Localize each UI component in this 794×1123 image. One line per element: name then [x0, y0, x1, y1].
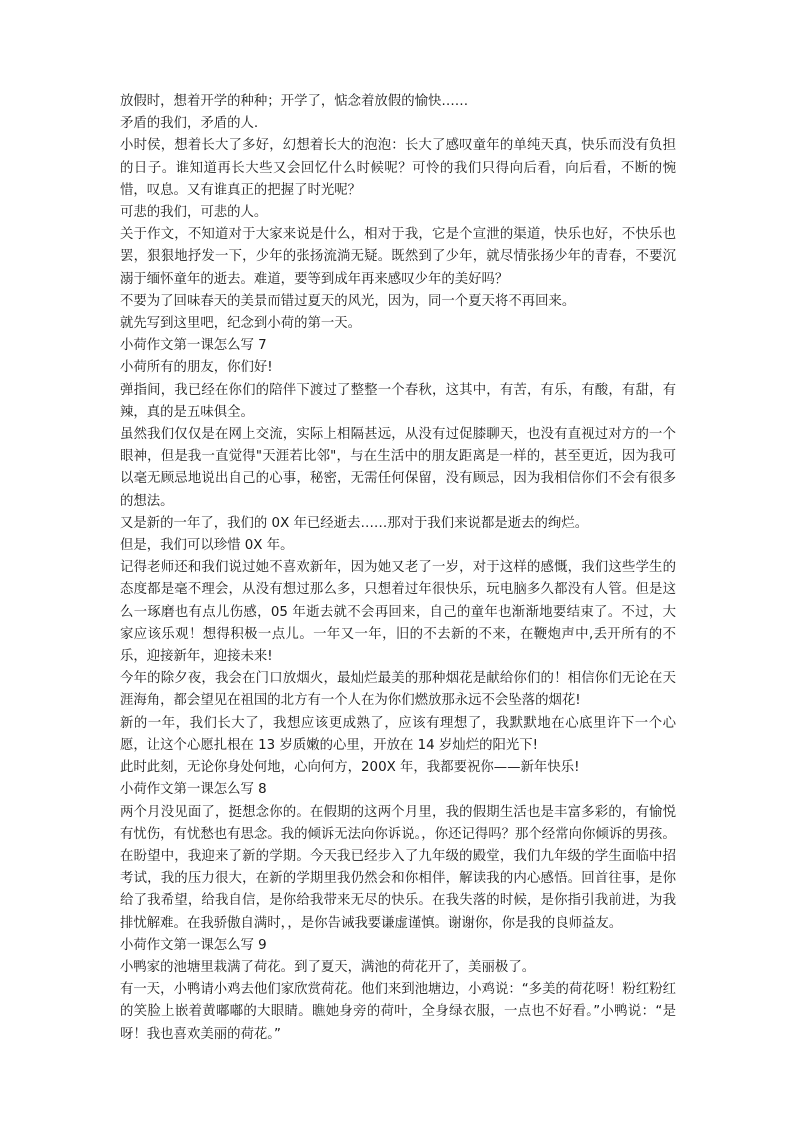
paragraph: 关于作文，不知道对于大家来说是什么，相对于我，它是个宣泄的渠道，快乐也好，不快乐也罢，狠狠地抒发一下，少年的张扬流淌无疑。既然到了少年，就尽情张扬少年的青春，不要沉溺于缅怀童年的逝去。难道，要等到成年再来感叹少年的美好吗？ — [120, 227, 676, 287]
paragraph: 不要为了回味春天的美景而错过夏天的风光，因为，同一个夏天将不再回来。 — [120, 293, 576, 309]
section-heading: 小荷作文第一课怎么写 7 — [120, 338, 267, 354]
paragraph: 有一天，小鸭请小鸡去他们家欣赏荷花。他们来到池塘边，小鸡说：“多美的荷花呀！粉红粉红的笑脸上嵌着黄嘟嘟的大眼睛。瞧她身旁的荷叶，全身绿衣服，一点也不好看。”小鸭说：“是呀！我也喜欢美丽的荷花。” — [120, 982, 676, 1042]
paragraph: 两个月没见面了，挺想念你的。在假期的这两个月里，我的假期生活也是丰富多彩的，有愉悦有忧伤，有忧愁也有思念。我的倾诉无法向你诉说。，你还记得吗？那个经常向你倾诉的男孩。 — [120, 804, 676, 842]
paragraph: 又是新的一年了，我们的 0X 年已经逝去……那对于我们来说都是逝去的绚烂。 — [120, 515, 589, 531]
paragraph: 但是，我们可以珍惜 0X 年。 — [120, 538, 294, 554]
paragraph: 放假时，想着开学的种种；开学了，惦念着放假的愉快…… — [120, 94, 469, 109]
section-heading: 小荷作文第一课怎么写 9 — [120, 937, 267, 953]
paragraph: 此时此刻，无论你身处何地，心向何方，200X 年，我都要祝你——新年快乐! — [120, 760, 580, 776]
paragraph: 就先写到这里吧，纪念到小荷的第一天。 — [120, 316, 362, 332]
paragraph: 小时侯，想着长大了多好，幻想着长大的泡泡：长大了感叹童年的单纯天真，快乐而没有负担的日子。谁知道再长大些又会回忆什么时候呢？可怜的我们只得向后看，向后看，不断的惋惜，叹息。又有谁真正的把握了时光呢？ — [120, 138, 676, 198]
paragraph: 新的一年，我们长大了，我想应该更成熟了，应该有理想了，我默默地在心底里许下一个心愿，让这个心愿扎根在 13 岁质嫩的心里，开放在 14 岁灿烂的阳光下! — [120, 715, 676, 753]
paragraph: 小鸭家的池塘里栽满了荷花。到了夏天，满池的荷花开了，美丽极了。 — [120, 959, 536, 975]
paragraph: 可悲的我们，可悲的人。 — [120, 205, 268, 221]
paragraph: 在盼望中，我迎来了新的学期。今天我已经步入了九年级的殿堂，我们九年级的学生面临中招考试，我的压力很大，在新的学期里我仍然会和你相伴，解读我的内心感悟。回首往事，是你给了我希望，给我自信，是你给我带来无尽的快乐。在我失落的时候，是你指引我前进，为我排忧解难。在我骄傲自满时，，是你告诫我要谦虚谨慎。谢谢你，你是我的良师益友。 — [120, 848, 676, 931]
paragraph: 虽然我们仅仅是在网上交流，实际上相隔甚远，从没有过促膝聊天，也没有直视过对方的一个眼神，但是我一直觉得"天涯若比邻"，与在生活中的朋友距离是一样的，甚至更近，因为我可以毫无顾忌地说出自己的心事，秘密，无需任何保留，没有顾忌，因为我相信你们不会有很多的想法。 — [120, 427, 676, 509]
paragraph: 小荷所有的朋友，你们好! — [120, 360, 273, 376]
paragraph: 矛盾的我们，矛盾的人. — [120, 116, 259, 132]
paragraph: 今年的除夕夜，我会在门口放烟火，最灿烂最美的那种烟花是献给你们的！相信你们无论在天涯海角，都会望见在祖国的北方有一个人在为你们燃放那永远不会坠落的烟花! — [120, 671, 676, 709]
document-page — [120, 91, 676, 1046]
paragraph: 记得老师还和我们说过她不喜欢新年，因为她又老了一岁，对于这样的感慨，我们这些学生的态度都是毫不理会，从没有想过那么多，只想着过年很快乐，玩电脑多久都没有人管。但是这么一琢磨也有点儿伤感，05 年逝去就不会再回来，自己的童年也渐渐地要结束了。不过，大家应该乐观！想得积极一点儿。一年又一年，旧的不去新的不来，在鞭炮声中,丢开所有的不乐，迎接新年，迎接未来! — [120, 560, 676, 665]
section-heading: 小荷作文第一课怎么写 8 — [120, 782, 267, 798]
paragraph: 弹指间，我已经在你们的陪伴下渡过了整整一个春秋，这其中，有苦，有乐，有酸，有甜，有辣，真的是五味俱全。 — [120, 382, 676, 420]
